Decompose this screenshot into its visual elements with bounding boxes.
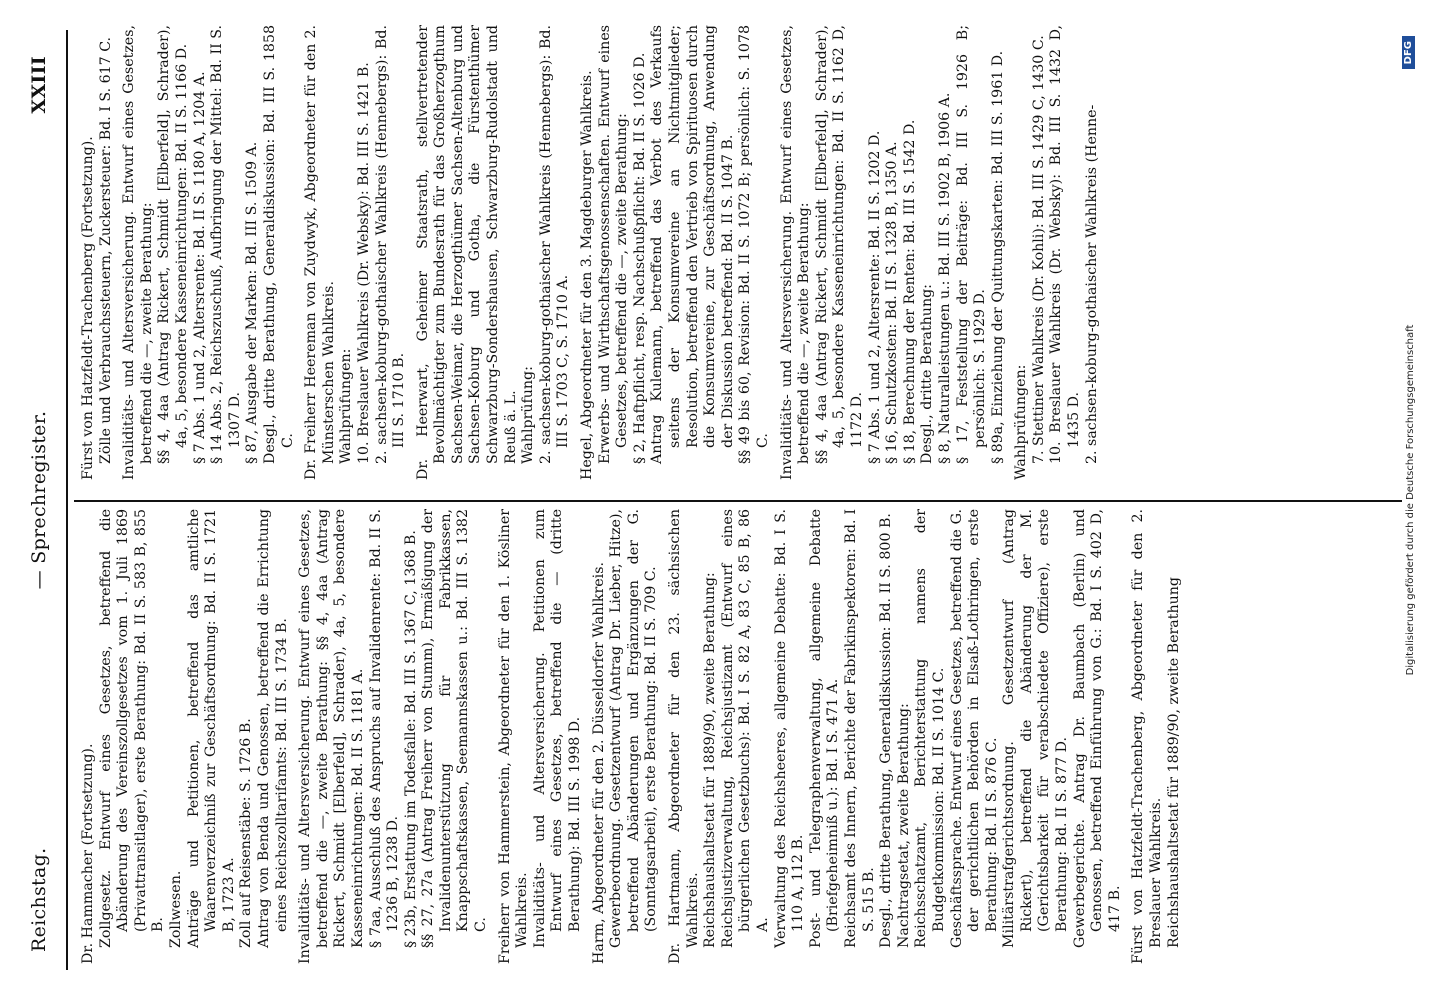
entry-line: Reichsamt des Innern, Berichte der Fabrikinspektoren: Bd. I S. 515 B. <box>842 509 877 948</box>
register-entry <box>415 25 573 480</box>
entry-line: § 17, Feststellung der Beiträge: Bd. III S. 1926 B; persönlich: S. 1929 D. <box>954 25 989 464</box>
entry-line: Wahlprüfung: <box>520 366 537 464</box>
entry-heading: Invaliditäts- und Altersversicherung. Entwurf eines Gesetzes, betreffend die —, zweite Berathung: <box>121 25 155 480</box>
header-center <box>28 30 50 970</box>
entry-line: § 23b, Erstattung im Todesfalle: Bd. III S. 1367 C, 1368 B. <box>402 530 419 948</box>
entry-line: § 14 Abs. 2, Reichszuschuß, Aufbringung der Mittel: Bd. II S. 1307 D. <box>209 25 243 464</box>
entry-line: §§ 4, 4aa (Antrag Rickert, Schmidt [Elberfeld], Schrader), 4a, 5, besondere Kasseneinrichtungen: Bd. II S. 1166 D. <box>156 25 190 464</box>
entry-line: §§ 27, 27a (Antrag Freiherr von Stumm), Ermäßigung der Invalidenunterstützung für Fabrikkassen, Knappschaftskassen, Seemannskassen u.: Bd. III S. 1382 C. <box>420 509 490 948</box>
entry-line: Desgl., dritte Berathung: <box>919 284 936 464</box>
entry-heading: Dr. Hammacher (Fortsetzung). <box>80 743 96 964</box>
register-entry <box>779 25 1008 480</box>
entry-heading: Invaliditäts- und Altersversicherung. Entwurf eines Gesetzes, betreffend die —, zweite Berathung: §§ 4, 4aa (Antrag Rickert, Schmidt [Elberfeld], Schrader), 4a, 5, besondere Kasseneinrichtungen: Bd. II S. 1181 A. <box>297 509 366 964</box>
entry-line: Gewerbeordnung. Gesetzentwurf (Antrag Dr. Lieber, Hitze), betreffend Abänderungen und Ergänzungen der G. (Sonntagsarbeit), erste Berathung: Bd. II S. 709 C. <box>608 509 660 948</box>
entry-line: Geschäftssprache. Entwurf eines Gesetzes, betreffend die G. der gerichtlichen Behörden in Elsaß-Lothringen, erste Berathung: Bd. II S. 876 C. <box>948 509 1000 948</box>
entry-heading: Fürst von Hatzfeldt-Trachenberg, Abgeordneter für den 2. Breslauer Wahlkreis. <box>1130 509 1165 964</box>
entry-line: Reichshaushaltsetat für 1889/90, zweite Berathung: <box>702 572 719 948</box>
register-entry <box>667 509 1124 964</box>
entry-line: Antrag von Benda und Genossen, betreffend die Errichtung eines Reichszolltarifamts: Bd. III S. 1734 B. <box>255 509 290 948</box>
entry-heading: Dr. Freiherr Heereman von Zuydwyk, Abgeordneter für den 2. Münsterschen Wahlkreis. <box>303 25 337 480</box>
entry-line: Nachtragsetat, zweite Berathung: <box>895 703 912 948</box>
entry-line: 10. Breslauer Wahlkreis (Dr. Websky): Bd. III S. 1432 D, 1435 D. <box>1048 25 1083 464</box>
entry-line: Militärstrafgerichtsordnung. Gesetzentwurf (Antrag Rickert), betreffend die Abänderung der M. (Gerichtsbarkeit für verabschiedete Offiziere), erste Berathung: Bd. II S. 877 D. <box>1001 509 1071 948</box>
entry-line: § 89a, Einziehung der Quittungskarten: Bd. III S. 1961 D. <box>989 50 1006 464</box>
entry-line: Zoll auf Reisenstäbe: S. 1726 B. <box>238 718 255 948</box>
entry-heading: Dr. Heerwart, Geheimer Staatsrath, stellvertretender Bevollmächtigter zum Bundesrath für das Großherzogthum Sachsen-Weimar, die Herzogthümer Sachsen-Altenburg und Sachsen-Koburg und Gotha, die Fürstenthümer Schwarzburg-Sondershausen, Schwarzburg-Rudolstadt und Reuß ä. L. <box>414 25 519 480</box>
entry-line: Desgl., dritte Berathung, Generaldiskussion: Bd. II S. 800 B. <box>878 513 895 948</box>
register-entry <box>297 509 491 964</box>
entry-line: Desgl., dritte Berathung, Generaldiskussion: Bd. III S. 1858 C. <box>261 25 296 464</box>
entry-line: Antrag Kulemann, betreffend das Verbot des Verkaufs seitens der Konsumvereine an Nichtmitglieder; Resolution, betreffend den Vertrieb von Spirituosen durch die Konsumvereine, zur Geschäftsordnung, Anwendung der Diskussion betreffend: Bd. II S. 1047 B. <box>649 25 736 464</box>
entry-line: Zollwesen. <box>167 870 184 948</box>
header-dash-left: — <box>28 563 50 590</box>
entry-heading: Freiherr von Hammerstein, Abgeordneter für den 1. Kösliner Wahlkreis. <box>496 509 531 964</box>
entry-line: Zölle und Verbrauchssteuern, Zuckersteuer: Bd. I S. 617 C. <box>97 36 114 464</box>
running-head <box>22 30 62 970</box>
entry-heading: Invaliditäts- und Altersversicherung. Entwurf eines Gesetzes, betreffend die —, zweite Berathung: <box>778 25 813 480</box>
entry-heading: Wahlprüfungen: <box>1013 364 1030 480</box>
entry-line: Erwerbs- und Wirthschaftsgenossenschaften. Entwurf eines Gesetzes, betreffend die —, zweite Berathung: <box>596 25 631 464</box>
entry-line: § 7aa, Ausschluß des Anspruchs auf Invalidenrente: Bd. II S. 1236 B, 1238 D. <box>367 509 402 948</box>
left-column <box>80 509 1402 964</box>
dfg-logo: DFG <box>1402 36 1415 69</box>
entry-line: Zollgesetz. Entwurf eines Gesetzes, betreffend die Abänderung des Vereinszollgesetzes vom 1. Juli 1869 (Privattransitlager), erste Berathung: Bd. II S. 583 B, 855 B. <box>97 509 167 948</box>
entry-heading: Fürst von Hatzfeldt-Trachenberg (Fortsetzung). <box>80 136 96 480</box>
entry-line: 7. Stettiner Wahlkreis (Dr. Kohli): Bd. III S. 1429 C, 1430 C. <box>1030 35 1047 464</box>
entry-line: § 87, Ausgabe der Marken: Bd. III S. 1509 A. <box>244 141 261 464</box>
register-entry <box>497 509 585 964</box>
entry-line: 2. sachsen-koburg-gothaischer Wahlkreis (Henne- <box>1083 104 1100 464</box>
page-number: XXIII <box>28 56 50 114</box>
entry-line: Verwaltung des Reichsheeres, allgemeine Debatte: Bd. I S. 110 A, 112 B. <box>772 509 807 948</box>
register-entry <box>1130 509 1183 964</box>
entry-line: § 7 Abs. 1 und 2, Altersrente: Bd. II S. 1202 D. <box>866 130 883 464</box>
entry-line: Invaliditäts- und Altersversicherung. Petitionen zum Entwurf eines Gesetzes, betreffend die — (dritte Berathung): Bd. III S. 1998 D. <box>531 509 584 948</box>
entry-line: Wahlprüfungen: <box>338 348 355 464</box>
entry-line: 10. Breslauer Wahlkreis (Dr. Websky): Bd. III S. 1421 B. <box>355 62 372 464</box>
header-rule <box>66 30 68 970</box>
entry-line: 2. sachsen-koburg-gothaischer Wahlkreis (Hennebergs): Bd. III S. 1710 B. <box>373 25 408 464</box>
right-column <box>80 25 1402 480</box>
digitization-credit: Digitalisierung gefördert durch die Deutsche Forschungsgemeinschaft <box>1405 324 1416 676</box>
register-entry <box>1013 25 1101 480</box>
entry-line: Reichshaushaltsetat für 1889/90, zweite Berathung <box>1165 577 1182 948</box>
entry-line: Reichsschatzamt, Berichterstattung namens der Budgetkommission: Bd. II S. 1014 C. <box>913 509 947 948</box>
entry-line: Gewerbegerichte. Antrag Dr. Baumbach (Berlin) und Genossen, betreffend Einführung von G.: Bd. I S. 402 D, 417 B. <box>1071 509 1123 948</box>
register-entry <box>121 25 297 480</box>
header-left: Reichstag. <box>28 847 50 952</box>
entry-line: § 16, Schutzkosten: Bd. II S. 1328 B, 1350 A. <box>884 141 901 464</box>
entry-line: Post- und Telegraphenverwaltung, allgemeine Debatte (Briefgeheimniß u.): Bd. I S. 471 A. <box>807 509 842 948</box>
register-entry <box>591 509 661 964</box>
entry-line: Reichsjustizverwaltung, Reichsjustizamt (Entwurf eines bürgerlichen Gesetzbuchs): Bd. I S. 82 A, 83 C, 85 B, 86 A. <box>719 509 771 948</box>
register-entry <box>303 25 409 480</box>
entry-line: § 18, Berechnung der Renten: Bd. III S. 1542 D. <box>901 119 918 464</box>
entry-line: §§ 4, 4aa (Antrag Rickert, Schmidt [Elberfeld], Schrader), 4a, 5, besondere Kasseneinrichtungen: Bd. II S. 1162 D, 1172 D. <box>813 25 865 464</box>
entry-line: § 2, Haftpflicht, resp. Nachschußpflicht: Bd. II S. 1026 D. <box>631 52 648 464</box>
register-entry <box>80 25 115 480</box>
entry-heading: Hegel, Abgeordneter für den 3. Magdeburger Wahlkreis. <box>579 70 596 480</box>
entry-line: Anträge und Petitionen, betreffend das amtliche Waarenverzeichniß zur Geschäftsordnung: Bd. II S. 1721 B, 1723 A. <box>185 509 237 948</box>
entry-heading: Dr. Hartmann, Abgeordneter für den 23. sächsischen Wahlkreis. <box>667 509 701 964</box>
entry-line: §§ 49 bis 60, Revision: Bd. II S. 1072 B; persönlich: S. 1078 C. <box>737 25 771 464</box>
entry-line: 2. sachsen-koburg-gothaischer Wahlkreis (Hennebergs): Bd. III S. 1703 C, S. 1710 A. <box>537 25 572 464</box>
entry-line: § 8, Naturalleistungen u.: Bd. III S. 1902 B, 1906 A. <box>936 92 953 464</box>
column-divider <box>74 500 1402 502</box>
entry-line: § 7 Abs. 1 und 2, Altersrente: Bd. II S. 1180 A, 1204 A. <box>191 71 208 464</box>
register-entry <box>579 25 773 480</box>
register-entry <box>80 509 291 964</box>
entry-heading: Harm, Abgeordneter für den 2. Düsseldorfer Wahlkreis. <box>590 561 607 964</box>
header-title: Sprechregister. <box>28 410 50 564</box>
